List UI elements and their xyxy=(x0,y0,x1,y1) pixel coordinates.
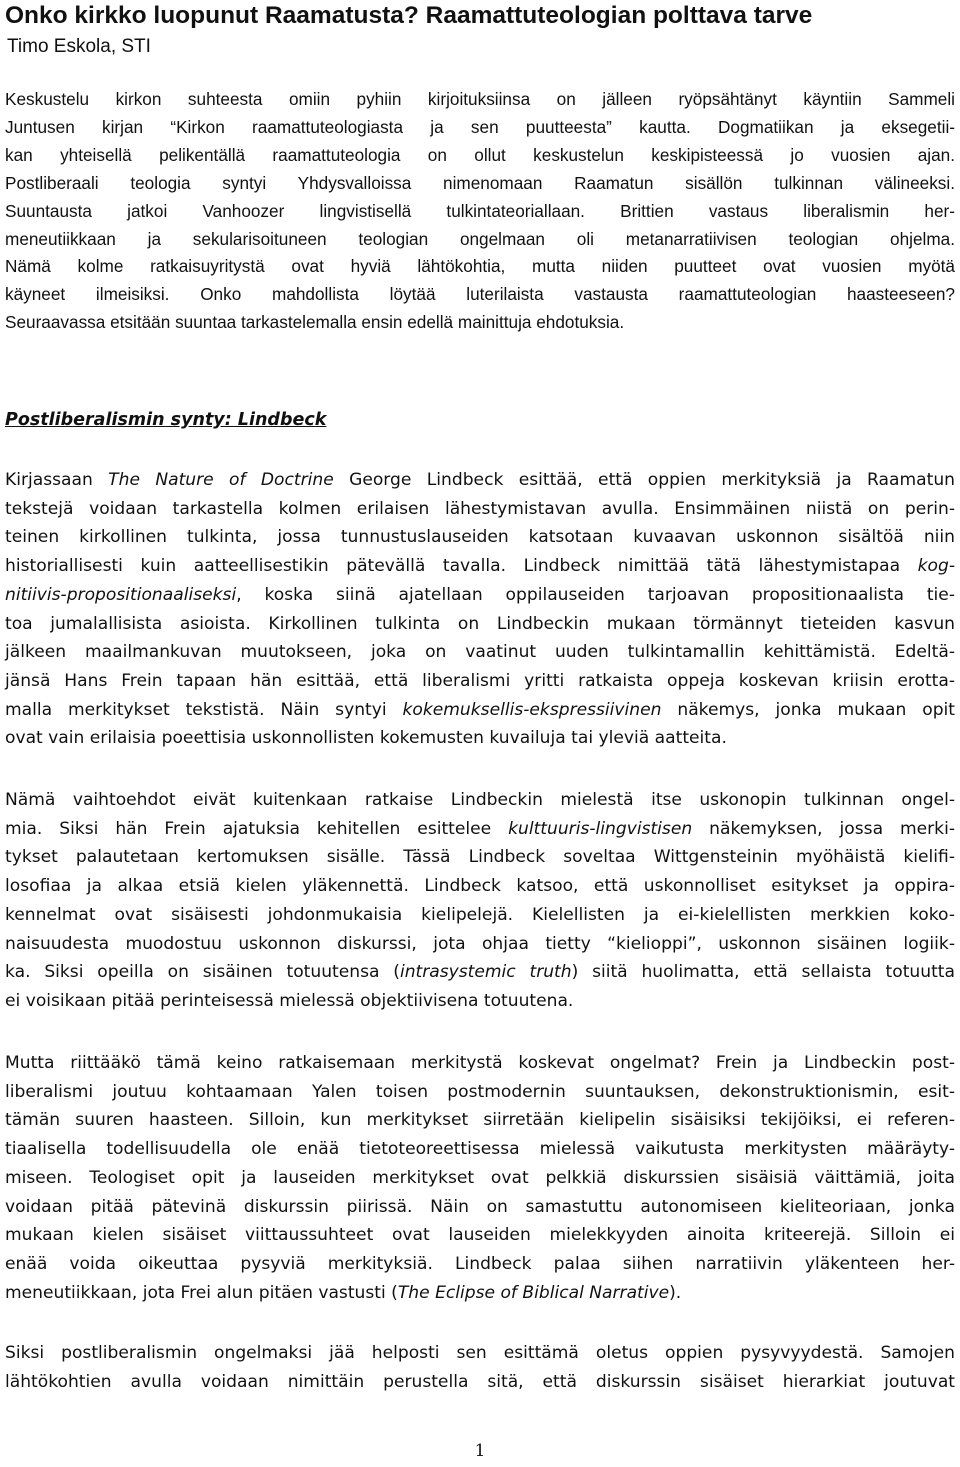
text-line: jälkeen maailmankuvan muutokseen, joka on vaatinut uuden tulkintamallin kehittämistä. Edeltä- xyxy=(5,642,955,663)
text-line: mia. Siksi hän Frein ajatuksia kehitellen esittelee kulttuuris-lingvistisen näkemyksen, jossa merki- xyxy=(5,818,956,839)
paragraph-postliberalism-problem xyxy=(5,1339,955,1396)
text-line: meneutiikkaan, jota Frei alun pitäen vastusti (The Eclipse of Biblical Narrative). xyxy=(5,1282,682,1303)
document-author: Timo Eskola, STI xyxy=(7,36,151,57)
text-line: historiallisesti kuin aatteellisestikin pätevällä tavalla. Lindbeck nimittää tätä lähestymistapaa kog- xyxy=(5,556,956,577)
intro-line: kan yhteisellä pelikentällä raamattuteologia on ollut keskustelun keskipisteessä jo vuosien ajan. xyxy=(5,144,955,165)
text-line: nitiivis-propositionaaliseksi, koska siinä ajatellaan oppilauseiden tarjoavan propositionaalista tie- xyxy=(5,584,955,605)
text-line: jänsä Hans Frein tapaan hän esittää, että liberalismi yritti ratkaista oppeja koskevan kriisin erotta- xyxy=(5,670,955,691)
text-line: Kirjassaan The Nature of Doctrine George Lindbeck esittää, että oppien merkityksiä ja Raamatun xyxy=(5,470,955,490)
intro-line: Seuraavassa etsitään suuntaa tarkastelemalla ensin edellä mainittuja ehdotuksia. xyxy=(5,312,625,333)
text-line: ei voisikaan pitää perinteisessä mielessä objektiivisena totuutena. xyxy=(5,990,574,1011)
italic-term: intrasystemic truth xyxy=(399,962,572,983)
paragraph-lindbeck-approaches xyxy=(5,466,955,753)
intro-line: Keskustelu kirkon suhteesta omiin pyhiin kirjoituksiinsa on jälleen ryöpsähtänyt käyntiin Sammeli xyxy=(5,89,955,109)
text-line: mukaan kielen sisäiset viittaussuhteet ovat lauseiden mielekkyyden ainoita kriteerejä. Silloin ei xyxy=(5,1225,955,1246)
intro-paragraph xyxy=(5,86,955,337)
text-line: ovat vain erilaisia poeettisia uskonnollisten kokemusten kuvailuja tai yleviä aatteita. xyxy=(5,728,727,749)
text-line: tiaalisella todellisuudella ole enää tietoteoreettisessa mielessä vaikutusta merkitysten määräyty- xyxy=(5,1139,955,1160)
text-line: tekstejä voidaan tarkastella kolmen erilaisen lähestymistavan avulla. Ensimmäinen niistä on perin- xyxy=(5,498,955,519)
italic-term: kokemuksellis-ekspressiivinen xyxy=(402,699,662,720)
section-heading: Postliberalismin synty: Lindbeck xyxy=(5,410,327,430)
text-line: voidaan pitää pätevinä diskurssin piirissä. Näin on samastuttu autonomiseen kieliteoriaan, jonka xyxy=(5,1196,955,1217)
text-line: losofiaa ja alkaa etsiä kielen yläkennettä. Lindbeck katsoo, että uskonnolliset esitykset ja oppira- xyxy=(5,876,955,897)
intro-line: Nämä kolme ratkaisuyritystä ovat hyviä lähtökohtia, mutta niiden puutteet ovat vuosien myötä xyxy=(5,256,955,277)
book-title: The Eclipse of Biblical Narrative xyxy=(397,1282,670,1303)
text-line: Siksi postliberalismin ongelmaksi jää helposti sen esittämä oletus oppien pysyvyydestä. Samojen xyxy=(5,1343,955,1363)
intro-line: meneutiikkaan ja sekularisoituneen teologian ongelmaan oli metanarratiivisen teologian ohjelma. xyxy=(5,228,955,249)
text-line: toa jumalallisista asioista. Kirkollinen tulkinta on Lindbeckin mukaan törmännyt tieteiden kasvun xyxy=(5,613,955,634)
text-line: Nämä vaihtoehdot eivät kuitenkaan ratkaise Lindbeckin mielestä itse uskonopin tulkinnan ongel- xyxy=(5,790,955,810)
paragraph-deconstruction xyxy=(5,1049,955,1307)
text-line: tämän suuren haasteen. Silloin, kun merkitykset siirretään kielipelin sisäisiksi tekijöiksi, ei referen- xyxy=(5,1110,955,1131)
intro-line: Suuntausta jatkoi Vanhoozer lingvistisellä tulkintateoriallaan. Brittien vastaus liberalismin her- xyxy=(5,200,955,221)
text-line: tykset palautetaan kertomuksen sisälle. Tässä Lindbeck soveltaa Wittgensteinin myöhäistä kielifi- xyxy=(5,847,955,868)
text-line: malla merkitykset tekstistä. Näin syntyi kokemuksellis-ekspressiivinen näkemys, jonka mukaan opit xyxy=(5,699,956,720)
text-line: naisuudesta muodostuu uskonnon diskurssi, jota ohjaa tietty “kielioppi”, uskonnon sisäinen logiik- xyxy=(5,933,955,954)
paragraph-cultural-linguistic xyxy=(5,786,955,1016)
intro-line: käyneet ilmeisiksi. Onko mahdollista löytää luterilaista vastausta raamattuteologian haasteeseen? xyxy=(5,284,955,305)
text-line: miseen. Teologiset opit ja lauseiden merkitykset ovat pelkkiä diskurssien sisäisiä väittämiä, joita xyxy=(5,1167,955,1188)
italic-term: nitiivis-propositionaaliseksi xyxy=(5,584,237,605)
text-line: enää voida oikeuttaa pysyviä merkityksiä. Lindbeck palaa siihen narratiivin yläkenteen her- xyxy=(5,1253,955,1274)
book-title: The Nature of Doctrine xyxy=(108,470,334,490)
text-line: lähtökohtien avulla voidaan nimittäin perustella sitä, että diskurssin sisäiset hierarkiat joutuvat xyxy=(5,1371,955,1392)
text-line: ka. Siksi opeilla on sisäinen totuutensa (intrasystemic truth) siitä huolimatta, että sellaista totuutta xyxy=(5,962,955,983)
page-number: 1 xyxy=(474,1441,486,1461)
italic-term: kog- xyxy=(900,556,956,577)
document-title: Onko kirkko luopunut Raamatusta? Raamattuteologian polttava tarve xyxy=(5,2,813,29)
intro-line: Juntusen kirjan “Kirkon raamattuteologiasta ja sen puutteesta” kautta. Dogmatiikan ja eksegetii- xyxy=(5,116,955,137)
text-line: kennelmat ovat sisäisesti johdonmukaisia kielipelejä. Kielellisten ja ei-kielellisten merkkien koko- xyxy=(5,904,955,925)
italic-term: kulttuuris-lingvistisen xyxy=(508,818,693,839)
text-line: liberalismi joutuu kohtaamaan Yalen toisen postmodernin suuntauksen, dekonstruktionismin, esit- xyxy=(5,1081,955,1102)
text-line: teinen kirkollinen tulkinta, jossa tunnustuslauseiden katsotaan kuvaavan uskonnon sisältöä niin xyxy=(5,527,955,548)
intro-line: Postliberaali teologia syntyi Yhdysvalloissa nimenomaan Raamatun sisällön tulkinnan välineeksi. xyxy=(5,172,955,193)
text-line: Mutta riittääkö tämä keino ratkaisemaan merkitystä koskevat ongelmat? Frein ja Lindbeckin post- xyxy=(5,1053,955,1073)
